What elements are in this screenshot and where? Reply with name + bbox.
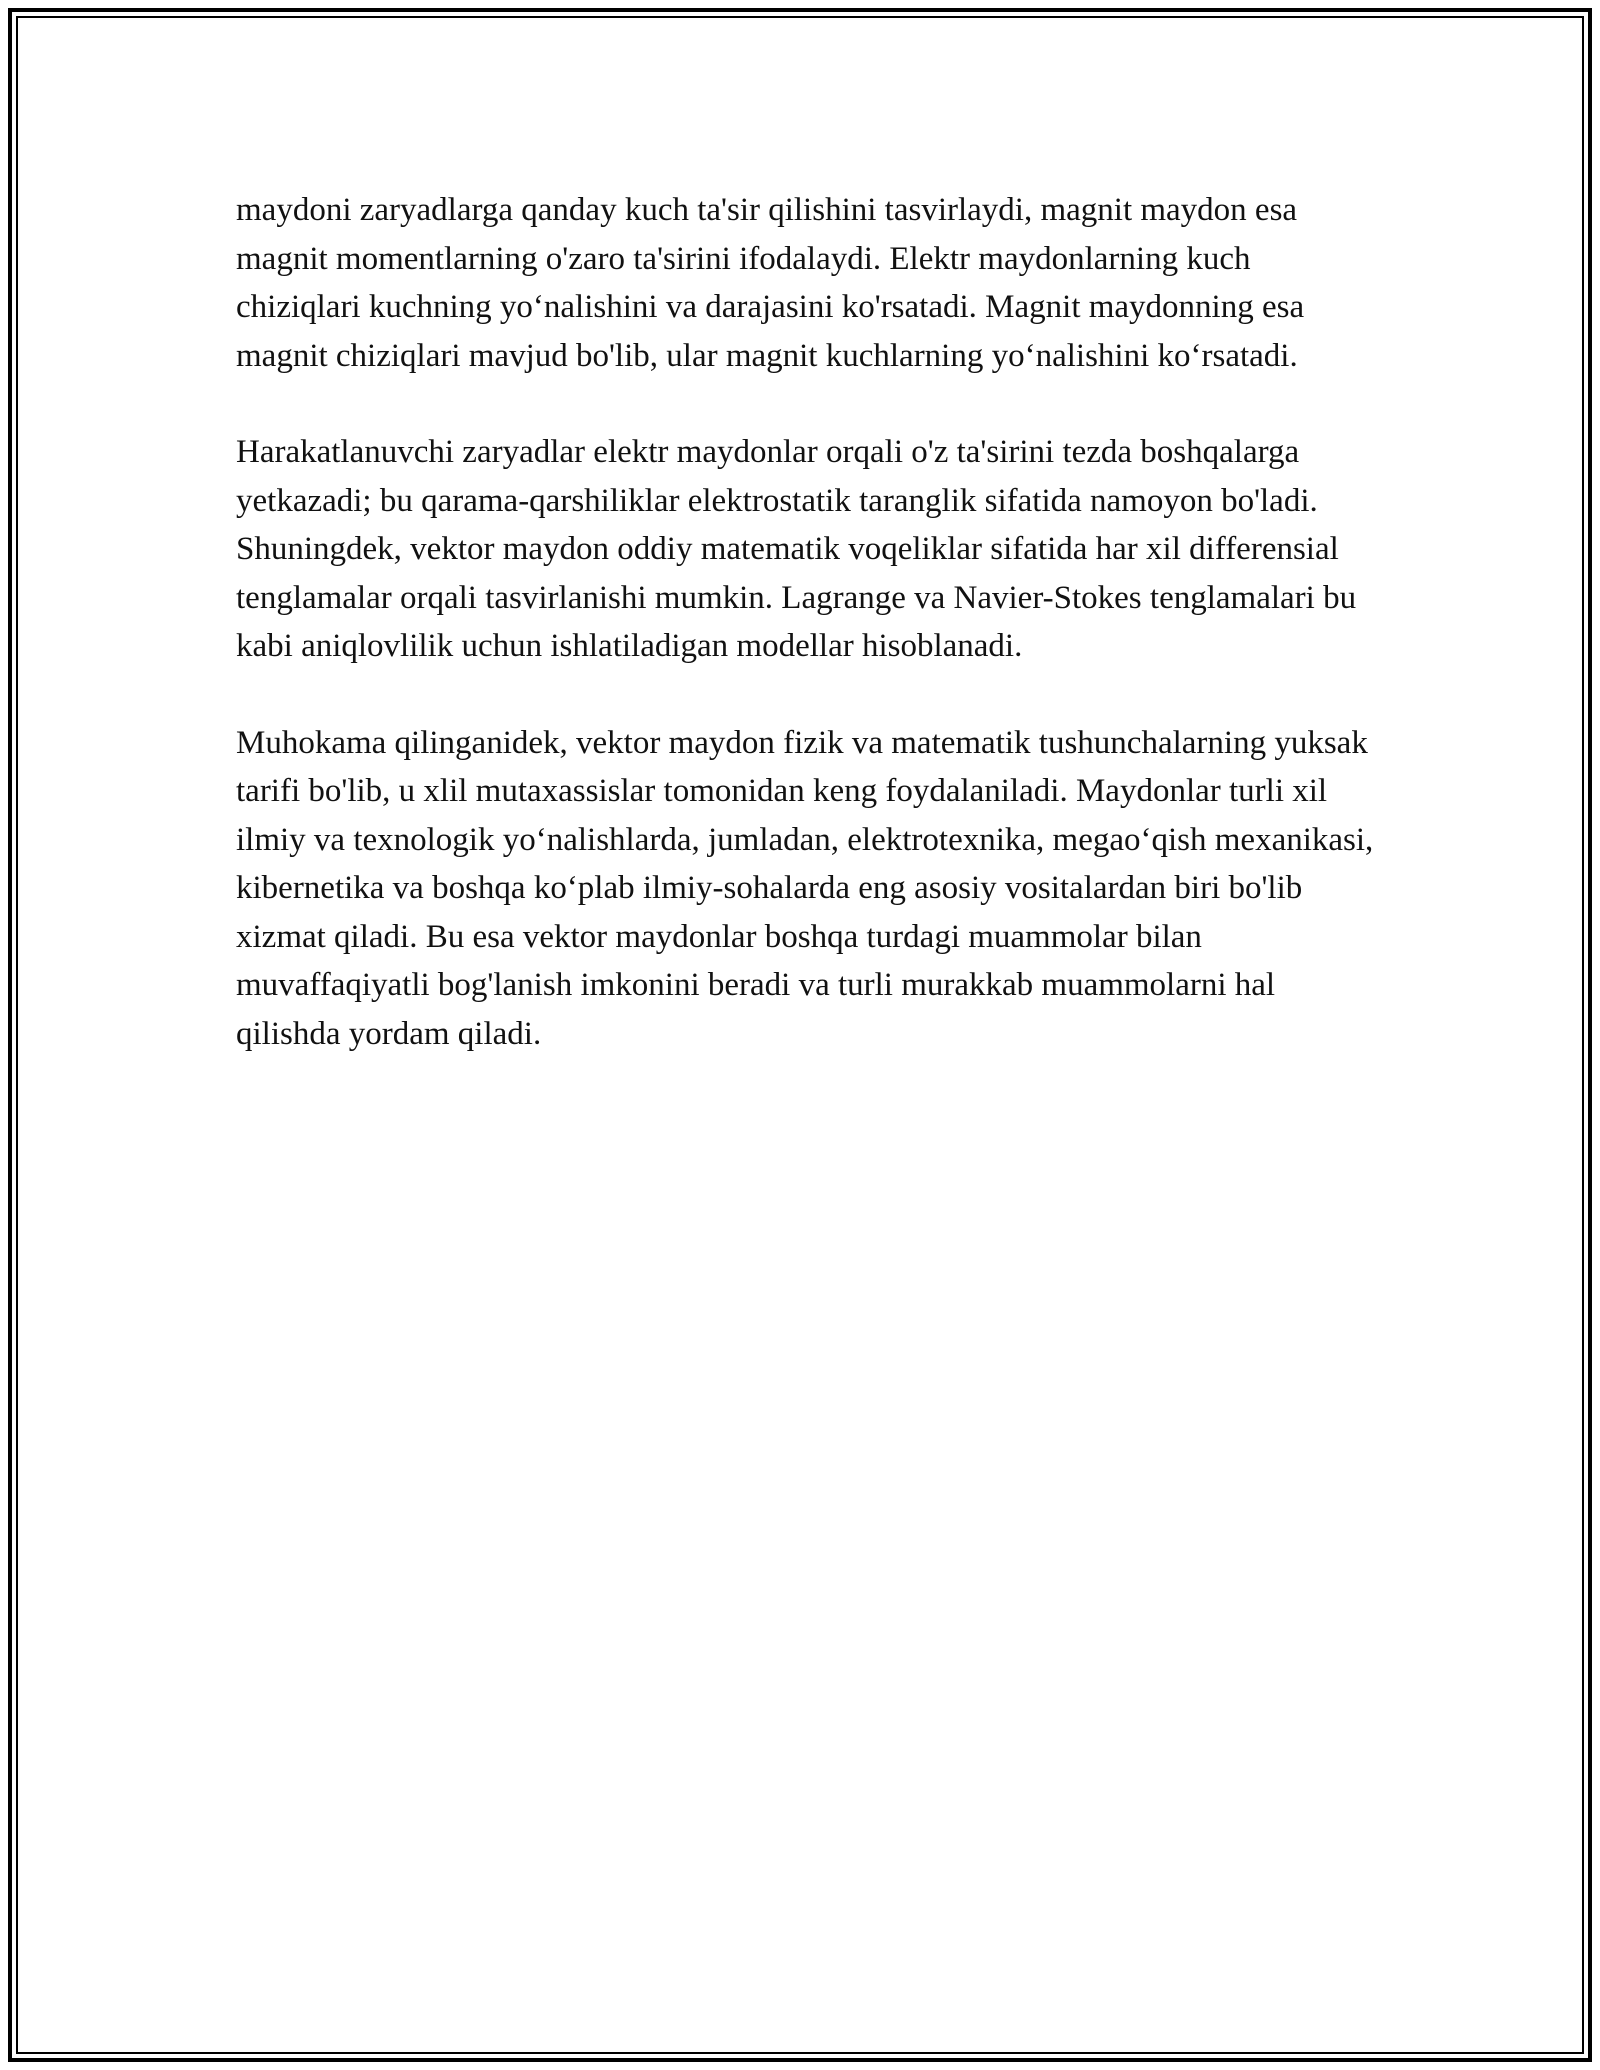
document-body <box>236 186 1376 1106</box>
paragraph-3: Muhokama qilinganidek, vektor maydon fizik va matematik tushunchalarning yuksak tarifi bo'lib, u xlil mutaxassislar tomonidan keng foydalaniladi. Maydonlar turli xil ilmiy va texnologik yo‘nalishlarda, jumladan, elektrotexnika, megao‘qish mexanikasi, kibernetika va boshqa ko‘plab ilmiy-sohalarda eng asosiy vositalardan biri bo'lib xizmat qiladi. Bu esa vektor maydonlar boshqa turdagi muammolar bilan muvaffaqiyatli bog'lanish imkonini beradi va turli murakkab muammolarni hal qilishda yordam qiladi. <box>236 724 1374 1052</box>
paragraph-2: Harakatlanuvchi zaryadlar elektr maydonlar orqali o'z ta'sirini tezda boshqalarga yetkazadi; bu qarama-qarshiliklar elektrostatik taranglik sifatida namoyon bo'ladi. Shuningdek, vektor maydon oddiy matematik voqeliklar sifatida har xil differensial tenglamalar orqali tasvirlanishi mumkin. Lagrange va Navier-Stokes tenglamalari bu kabi aniqlovlilik uchun ishlatiladigan modellar hisoblanadi. <box>236 434 1357 664</box>
paragraph-1: maydoni zaryadlarga qanday kuch ta'sir qilishini tasvirlaydi, magnit maydon esa magnit momentlarning o'zaro ta'sirini ifodalaydi. Elektr maydonlarning kuch chiziqlari kuchning yo‘nalishini va darajasini ko'rsatadi. Magnit maydonning esa magnit chiziqlari mavjud bo'lib, ular magnit kuchlarning yo‘nalishini ko‘rsatadi. <box>236 192 1305 374</box>
